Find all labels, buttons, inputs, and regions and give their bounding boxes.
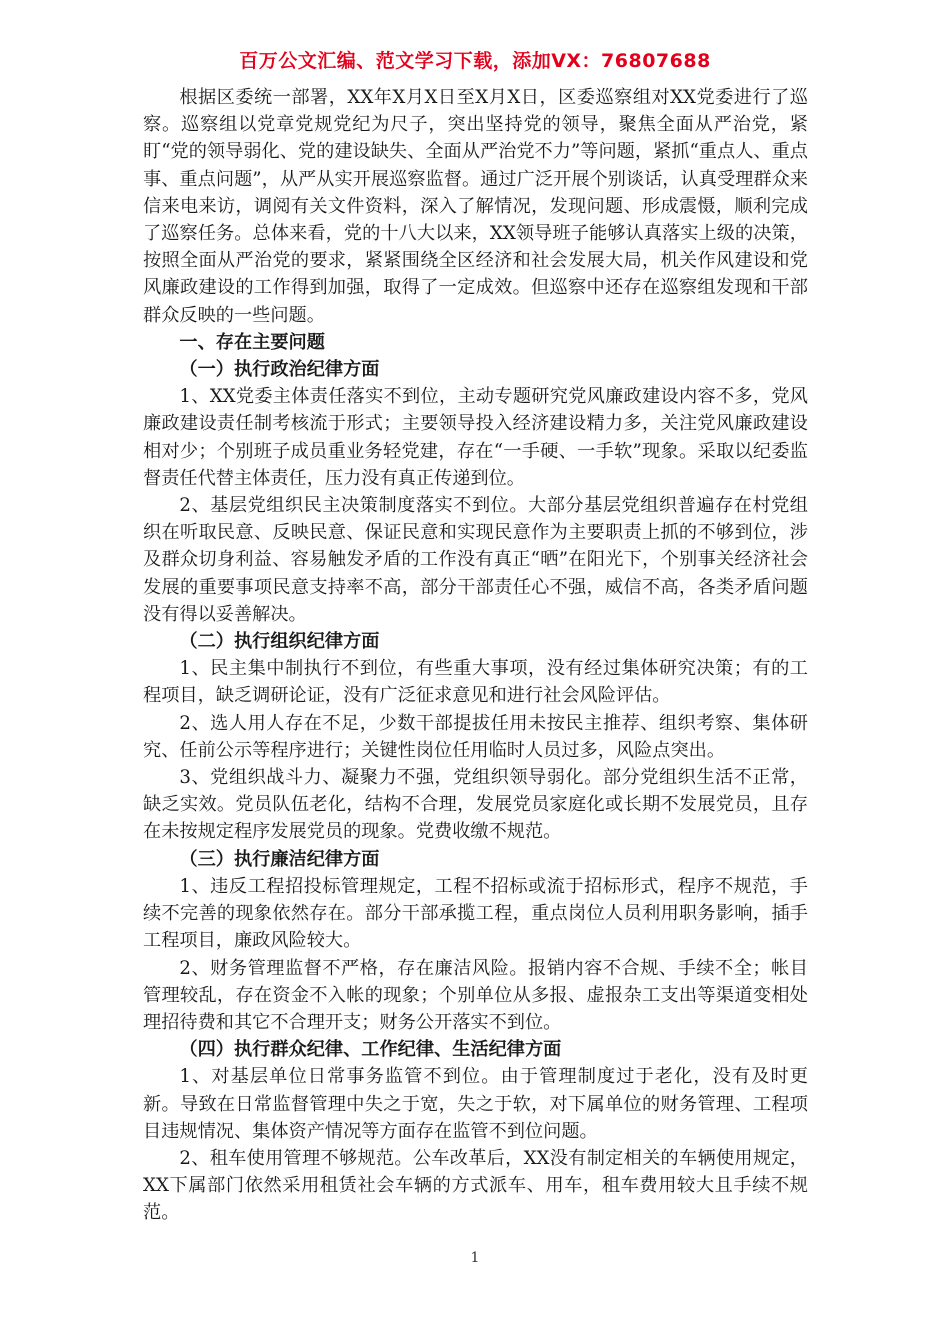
subsection-heading-political: （一）执行政治纪律方面 <box>179 359 380 381</box>
subsection-heading-integrity: （三）执行廉洁纪律方面 <box>179 848 380 870</box>
paragraph: 2、租车使用管理不够规范。公车改革后，XX没有制定相关的车辆使用规定，XX下属部门依然采用租赁社会车辆的方式派车、用车，租车费用较大且手续不规范。 <box>143 1147 808 1224</box>
header-banner: 百万公文汇编、范文学习下载，添加VX：76807688 <box>239 50 711 72</box>
document-body <box>143 84 808 1227</box>
paragraph: 1、XX党委主体责任落实不到位，主动专题研究党风廉政建设内容不多，党风廉政建设责任制考核流于形式；主要领导投入经济建设精力多，关注党风廉政建设相对少；个别班子成员重业务轻党建，存在“一手硬、一手软”现象。采取以纪委监督责任代替主体责任，压力没有真正传递到位。 <box>143 386 808 489</box>
paragraph: 2、选人用人存在不足，少数干部提拔任用未按民主推荐、组织考察、集体研究、任前公示等程序进行；关键性岗位任用临时人员过多，风险点突出。 <box>143 712 808 761</box>
paragraph: 3、党组织战斗力、凝聚力不强，党组织领导弱化。部分党组织生活不正常，缺乏实效。党员队伍老化，结构不合理，发展党员家庭化或长期不发展党员，且存在未按规定程序发展党员的现象。党费收缴不规范。 <box>143 767 808 843</box>
subsection-heading-mass-work-life: （四）执行群众纪律、工作纪律、生活纪律方面 <box>179 1039 562 1061</box>
paragraph: 1、民主集中制执行不到位，有些重大事项，没有经过集体研究决策；有的工程项目，缺乏调研论证，没有广泛征求意见和进行社会风险评估。 <box>143 658 808 707</box>
subsection-heading-organizational: （二）执行组织纪律方面 <box>179 631 380 653</box>
paragraph: 1、对基层单位日常事务监管不到位。由于管理制度过于老化，没有及时更新。导致在日常监督管理中失之于宽，失之于软，对下属单位的财务管理、工程项目违规情况、集体资产情况等方面存在监管不到位问题。 <box>143 1066 808 1142</box>
paragraph: 2、基层党组织民主决策制度落实不到位。大部分基层党组织普遍存在村党组织在听取民意、反映民意、保证民意和实现民意作为主要职责上抓的不够到位，涉及群众切身利益、容易触发矛盾的工作没有真正“晒”在阳光下，个别事关经济社会发展的重要事项民意支持率不高，部分干部责任心不强，威信不高，各类矛盾问题没有得以妥善解决。 <box>143 495 808 625</box>
page-number: 1 <box>470 1250 480 1266</box>
section-heading-main-problems: 一、存在主要问题 <box>179 331 325 353</box>
paragraph: 1、违反工程招投标管理规定，工程不招标或流于招标形式，程序不规范，手续不完善的现象依然存在。部分干部承揽工程，重点岗位人员利用职务影响，插手工程项目，廉政风险较大。 <box>143 875 808 952</box>
intro-paragraph: 根据区委统一部署，XX年X月X日至X月X日，区委巡察组对XX党委进行了巡察。巡察组以党章党规党纪为尺子，突出坚持党的领导，聚焦全面从严治党，紧盯“党的领导弱化、党的建设缺失、全面从严治党不力”等问题，紧抓“重点人、重点事、重点问题”，从严从实开展巡察监督。通过广泛开展个别谈话，认真受理群众来信来电来访，调阅有关文件资料，深入了解情况，发现问题、形成震慑，顺利完成了巡察任务。总体来看，党的十八大以来，XX领导班子能够认真落实上级的决策，按照全面从严治党的要求，紧紧围绕全区经济和社会发展大局，机关作风建设和党风廉政建设的工作得到加强，取得了一定成效。但巡察中还存在巡察组发现和干部群众反映的一些问题。 <box>143 87 808 326</box>
paragraph: 2、财务管理监督不严格，存在廉洁风险。报销内容不合规、手续不全；帐目管理较乱，存在资金不入帐的现象；个别单位从多报、虚报杂工支出等渠道变相处理招待费和其它不合理开支；财务公开落实不到位。 <box>143 957 808 1033</box>
